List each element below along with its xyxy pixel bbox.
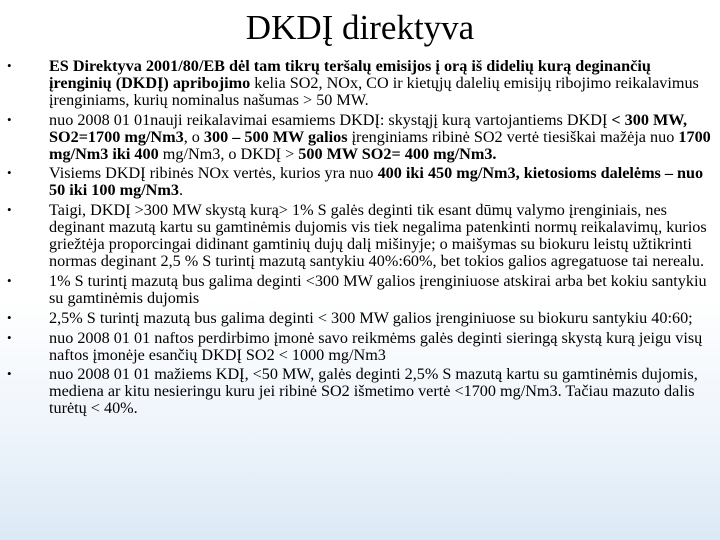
bullet-list	[0, 58, 720, 417]
bullet-text-bold: 300 – 500 MW galios	[203, 127, 348, 146]
bullet-marker: •	[7, 366, 12, 382]
bullet-text: nuo 2008 01 01 naftos perdirbimo įmonė savo reikmėms galės deginti sieringą skystą kurą jeigu visų naftos įmonėje esančių DKDĮ SO2 < 1000 mg/Nm3	[49, 328, 703, 364]
bullet-text-bold: 400 iki 450 mg/Nm3, kietosioms dalelėms – nuo 50 iki 100 mg/Nm3	[49, 164, 704, 200]
bullet-text-bold: ES Direktyva 2001/80/EB dėl tam tikrų teršalų emisijos į orą iš didelių kurą deginančių įrenginių (DKDĮ) apribojimo	[49, 57, 651, 92]
bullet-text: nuo 2008 01 01 mažiems KDĮ, <50 MW, galės deginti 2,5% S mazutą kartu su gamtinėmis dujomis, mediena ar kitu nesieringu kuru jei ribinė SO2 išmetimo vertė <1700 mg/Nm3. Tačiau mazuto dalis turėtų < 40%.	[49, 365, 698, 418]
bullet-text: 1% S turintį mazutą bus galima deginti <300 MW galios įrenginiuose atskirai arba bet kokiu santykiu su gamtinėmis dujomis	[49, 271, 707, 307]
bullet-text: Visiems DKDĮ ribinės NOx vertės, kurios yra nuo	[49, 164, 378, 183]
bullet-item	[0, 165, 720, 199]
bullet-marker: •	[7, 272, 12, 288]
bullet-text: , o	[183, 127, 204, 146]
bullet-text: kelia SO2, NOx, CO ir kietųjų dalelių emisijų ribojimo reikalavimus įrenginiams, kurių nominalus našumas > 50 MW.	[49, 73, 699, 109]
bullet-item	[0, 112, 720, 163]
bullet-marker: •	[7, 111, 12, 127]
bullet-item	[0, 202, 720, 270]
slide-title: DKDĮ direktyva	[245, 8, 475, 47]
bullet-marker: •	[7, 202, 12, 218]
bullet-marker: •	[7, 309, 12, 325]
bullet-text: 2,5% S turintį mazutą bus galima deginti < 300 MW galios įrenginiuose su biokuru santykiu 40:60;	[49, 308, 693, 327]
bullet-text-bold: 500 MW SO2= 400 mg/Nm3.	[298, 144, 497, 163]
bullet-item	[0, 273, 720, 307]
bullet-item	[0, 366, 720, 417]
bullet-text: nuo 2008 01 01nauji reikalavimai esamiems DKDĮ: skystąjį kurą vartojantiems DKDĮ	[49, 110, 612, 129]
bullet-text: .	[178, 181, 183, 200]
bullet-item	[0, 58, 720, 109]
bullet-marker: •	[7, 329, 12, 345]
bullet-text: mg/Nm3, o DKDĮ >	[158, 144, 299, 163]
bullet-marker: •	[7, 165, 12, 181]
bullet-item	[0, 330, 720, 364]
bullet-text-bold: 1700 mg/Nm3 iki 400	[49, 127, 711, 163]
bullet-text: Taigi, DKDĮ >300 MW skystą kurą> 1% S galės deginti tik esant dūmų valymo įrenginiais, nes deginant mazutą kartu su gamtinėmis dujomis vis tiek negalima patenkinti normų reikalavimų, kurios griežtėja proporcingai didinant gamtinių dujų dalį mišinyje; o maišymas su biokuru leistų užtikrinti normas deginant 2,5 % S turintį mazutą santykiu 40%:60%, bet tokios galios agregatuose tai nerealu.	[49, 201, 707, 270]
bullet-item	[0, 310, 720, 327]
bullet-text-bold: < 300 MW, SO2=1700 mg/Nm3	[49, 110, 688, 146]
bullet-marker: •	[7, 58, 12, 73]
bullet-text: įrenginiams ribinė SO2 vertė tiesiškai mažėja nuo	[347, 127, 679, 146]
